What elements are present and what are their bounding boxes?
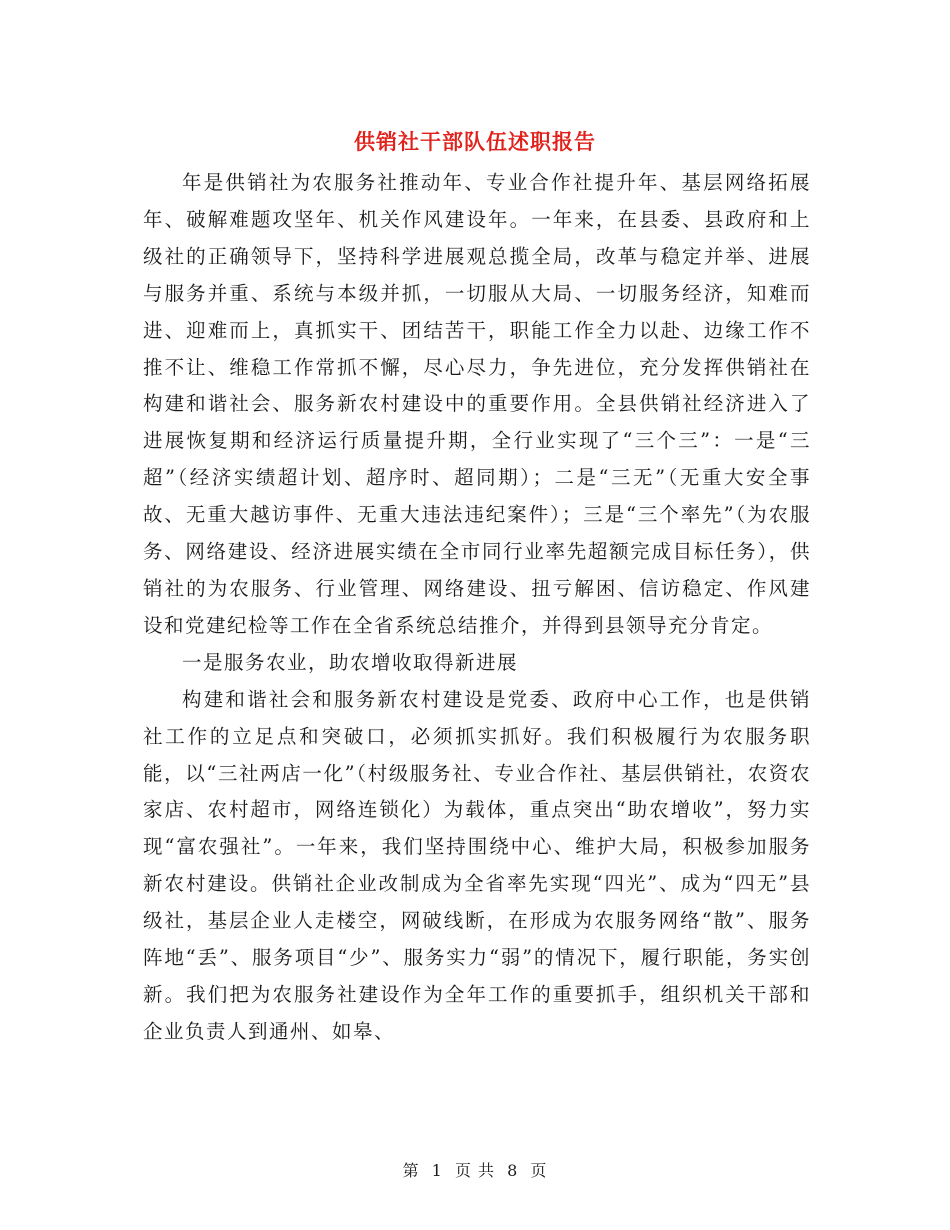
footer-middle: 页 共 [454, 1161, 496, 1180]
document-body [143, 165, 811, 1051]
paragraph-intro: 年是供销社为农服务社推动年、专业合作社提升年、基层网络拓展年、破解难题攻坚年、机关作风建设年。一年来，在县委、县政府和上级社的正确领导下，坚持科学进展观总揽全局，改革与稳定并举、进展与服务并重、系统与本级并抓，一切服从大局、一切服务经济，知难而进、迎难而上，真抓实干、团结苦干，职能工作全力以赴、边缘工作不推不让、维稳工作常抓不懈，尽心尽力，争先进位，充分发挥供销社在构建和谐社会、服务新农村建设中的重要作用。全县供销社经济进入了进展恢复期和经济运行质量提升期，全行业实现了“三个三”：一是“三超”（经济实绩超计划、超序时、超同期）；二是“三无”（无重大安全事故、无重大越访事件、无重大违法违纪案件）；三是“三个率先”（为农服务、网络建设、经济进展实绩在全市同行业率先超额完成目标任务），供销社的为农服务、行业管理、网络建设、扭亏解困、信访稳定、作风建设和党建纪检等工作在全省系统总结推介，并得到县领导充分肯定。 [143, 171, 811, 637]
footer-page-number: 1 [431, 1161, 443, 1180]
document-title: 供销社干部队伍述职报告 [354, 129, 596, 155]
footer-total-pages: 8 [507, 1161, 519, 1180]
footer-prefix: 第 [402, 1161, 420, 1180]
section-heading-1: 一是服务农业，助农增收取得新进展 [182, 650, 519, 674]
footer-suffix: 页 [530, 1161, 548, 1180]
page-footer [0, 1158, 950, 1181]
paragraph-section-1: 构建和谐社会和服务新农村建设是党委、政府中心工作，也是供销社工作的立足点和突破口，必须抓实抓好。我们积极履行为农服务职能，以“三社两店一化”（村级服务社、专业合作社、基层供销社，农资农家店、农村超市，网络连锁化）为载体，重点突出“助农增收”，努力实现“富农强社”。一年来，我们坚持围绕中心、维护大局，积极参加服务新农村建设。供销社企业改制成为全省率先实现“四光”、成为“四无”县级社，基层企业人走楼空，网破线断，在形成为农服务网络“散”、服务阵地“丢”、服务项目“少”、服务实力“弱”的情况下，履行职能，务实创新。我们把为农服务社建设作为全年工作的重要抓手，组织机关干部和企业负责人到通州、如皋、 [143, 687, 811, 1043]
